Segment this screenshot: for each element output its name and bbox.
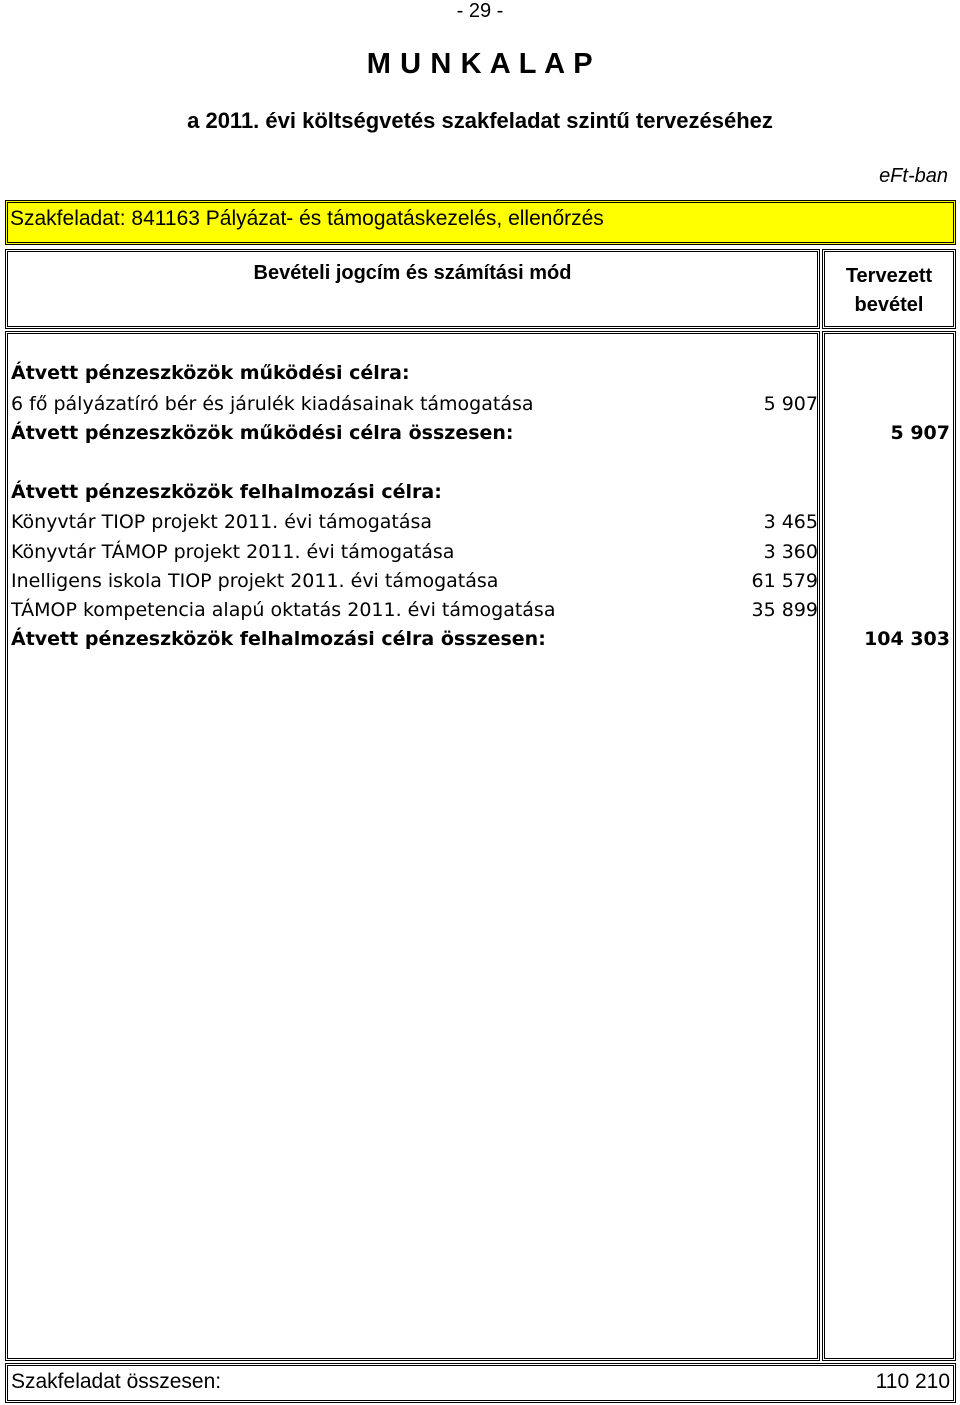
section-heading: Átvett pénzeszközök működési célra:	[11, 362, 410, 384]
item-amount: 3 465	[763, 511, 818, 533]
header-income-title: Bevételi jogcím és számítási mód	[253, 262, 572, 284]
header-left-cell	[5, 249, 820, 329]
footer-total-value: 110 210	[875, 1370, 950, 1393]
item-amount: 3 360	[763, 541, 818, 563]
item-amount: 5 907	[763, 393, 818, 415]
section-total-value: 5 907	[890, 422, 950, 444]
item-label: 6 fő pályázatíró bér és járulék kiadásainak támogatása	[11, 393, 534, 415]
header-planned-income: Tervezett bevétel	[845, 265, 933, 316]
item-amount: 35 899	[751, 599, 818, 621]
section-heading: Átvett pénzeszközök felhalmozási célra:	[11, 481, 442, 503]
section-total-label: Átvett pénzeszközök működési célra összesen:	[11, 422, 514, 444]
szakfeladat-label: Szakfeladat: 841163 Pályázat- és támogatáskezelés, ellenőrzés	[10, 207, 604, 230]
page-number: - 29 -	[456, 0, 504, 22]
item-amount: 61 579	[751, 570, 818, 592]
footer-total-label: Szakfeladat összesen:	[11, 1370, 222, 1393]
page-subtitle: a 2011. évi költségvetés szakfeladat szintű tervezéséhez	[187, 108, 773, 133]
item-label: TÁMOP kompetencia alapú oktatás 2011. évi támogatása	[11, 599, 556, 621]
item-label: Könyvtár TÁMOP projekt 2011. évi támogatása	[11, 541, 455, 563]
item-label: Inelligens iskola TIOP projekt 2011. évi támogatása	[11, 570, 499, 592]
section-total-label: Átvett pénzeszközök felhalmozási célra összesen:	[11, 628, 546, 650]
item-label: Könyvtár TIOP projekt 2011. évi támogatása	[11, 511, 433, 533]
section-total-value: 104 303	[864, 628, 950, 650]
page-title: M U N K A L A P	[366, 48, 594, 80]
body-right-column	[822, 331, 956, 1361]
unit-label: eFt-ban	[879, 165, 948, 187]
